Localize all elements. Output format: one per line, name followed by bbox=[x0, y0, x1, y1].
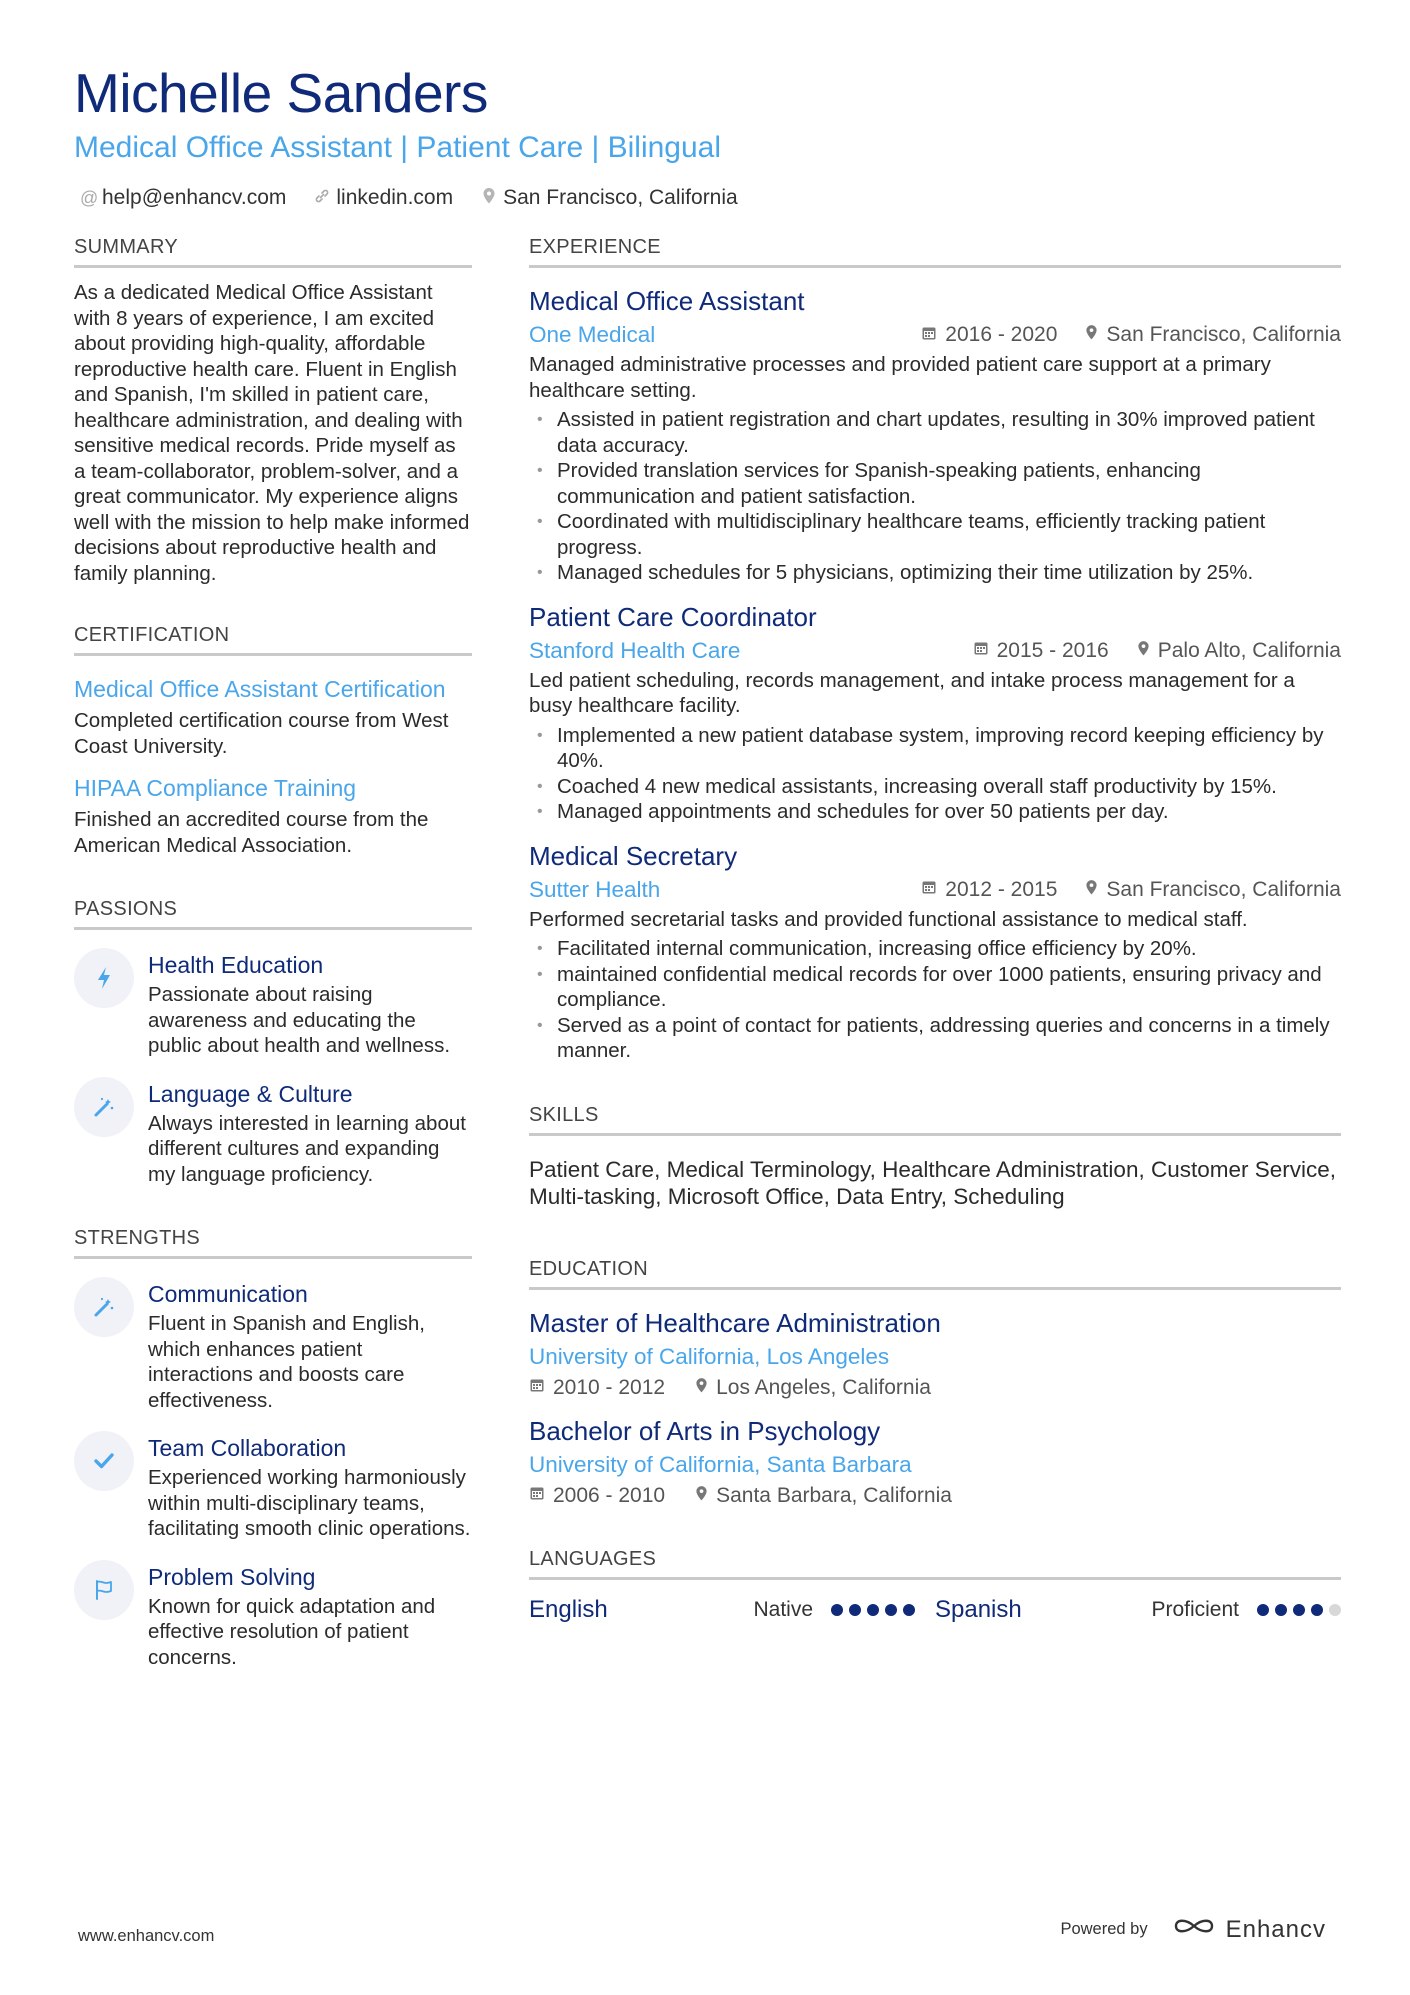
passion-item bbox=[74, 1077, 472, 1188]
strength-name: Team Collaboration bbox=[148, 1435, 347, 1461]
job-description: Managed administrative processes and provided patient care support at a primary healthcare setting. bbox=[529, 353, 1271, 402]
bolt-icon bbox=[74, 948, 134, 1008]
strength-desc: Fluent in Spanish and English, which enhances patient interactions and boosts care effectiveness. bbox=[148, 1312, 425, 1412]
section-title-certification: CERTIFICATION bbox=[74, 624, 472, 656]
language-rating bbox=[1257, 1604, 1341, 1616]
section-title-summary: SUMMARY bbox=[74, 236, 472, 268]
strengths-section bbox=[74, 1227, 472, 1670]
job-description: Led patient scheduling, records management, and intake process management for a busy healthcare facility. bbox=[529, 668, 1295, 717]
section-title-experience: EXPERIENCE bbox=[529, 236, 1341, 268]
strength-item bbox=[74, 1560, 472, 1671]
location-text: San Francisco, California bbox=[503, 186, 738, 209]
education-location bbox=[695, 1376, 931, 1400]
location-text: San Francisco, California bbox=[1106, 877, 1341, 901]
company-name: Sutter Health bbox=[529, 876, 661, 902]
infinity-logo-icon bbox=[1172, 1914, 1216, 1945]
passion-name: Language & Culture bbox=[148, 1080, 353, 1107]
rating-dot-filled bbox=[1257, 1604, 1269, 1616]
language-rating bbox=[831, 1604, 915, 1616]
degree-name: Master of Healthcare Administration bbox=[529, 1307, 941, 1338]
job-bullet: • Assisted in patient registration and chart updates, resulting in 30% improved patient data accuracy. bbox=[529, 407, 1341, 458]
language-level: Proficient bbox=[1151, 1597, 1239, 1621]
language-level: Native bbox=[753, 1597, 813, 1621]
job-description: Performed secretarial tasks and provided functional assistance to medical staff. bbox=[529, 907, 1248, 931]
rating-dot-filled bbox=[867, 1604, 879, 1616]
contact-row bbox=[74, 186, 1344, 210]
job-bullet: • maintained confidential medical records for over 1000 patients, ensuring privacy and compliance. bbox=[529, 962, 1341, 1013]
location-text: Santa Barbara, California bbox=[716, 1483, 952, 1507]
job-bullet: • Implemented a new patient database system, improving record keeping efficiency by 40%. bbox=[529, 723, 1341, 774]
job-bullet: • Provided translation services for Spanish-speaking patients, enhancing communication and patient satisfaction. bbox=[529, 458, 1341, 509]
section-title-passions: PASSIONS bbox=[74, 898, 472, 930]
summary-section bbox=[74, 236, 472, 586]
location-pin-icon bbox=[695, 1377, 708, 1399]
strength-desc: Experienced working harmoniously within multi-disciplinary teams, facilitating smooth clinic operations. bbox=[148, 1466, 471, 1540]
job-location bbox=[1085, 878, 1341, 902]
education-section bbox=[529, 1258, 1341, 1508]
job-location bbox=[1137, 639, 1341, 663]
section-title-languages: LANGUAGES bbox=[529, 1548, 1341, 1580]
job-bullet: • Managed schedules for 5 physicians, optimizing their time utilization by 25%. bbox=[529, 560, 1341, 586]
education-entry bbox=[529, 1306, 1341, 1400]
location-text: Palo Alto, California bbox=[1157, 638, 1341, 662]
languages-section bbox=[529, 1548, 1341, 1624]
email-text: help@enhancv.com bbox=[102, 186, 287, 209]
location-pin-icon bbox=[695, 1485, 708, 1507]
education-location bbox=[695, 1484, 952, 1508]
passions-section bbox=[74, 898, 472, 1187]
certification-item bbox=[74, 674, 472, 759]
strength-item bbox=[74, 1277, 472, 1413]
location-text: Los Angeles, California bbox=[716, 1375, 931, 1399]
passion-desc: Passionate about raising awareness and educating the public about health and wellness. bbox=[148, 983, 451, 1057]
rating-dot-filled bbox=[849, 1604, 861, 1616]
contact-location bbox=[481, 186, 738, 210]
section-title-strengths: STRENGTHS bbox=[74, 1227, 472, 1259]
rating-dot-filled bbox=[831, 1604, 843, 1616]
dates-text: 2010 - 2012 bbox=[553, 1375, 666, 1399]
language-item bbox=[935, 1596, 1341, 1624]
rating-dot-filled bbox=[1311, 1604, 1323, 1616]
dates-text: 2016 - 2020 bbox=[945, 323, 1058, 346]
at-icon: @ bbox=[80, 187, 99, 208]
brand-logo[interactable] bbox=[1172, 1914, 1326, 1945]
job-bullet: • Facilitated internal communication, increasing office efficiency by 20%. bbox=[529, 936, 1341, 962]
linkedin-text: linkedin.com bbox=[336, 186, 454, 209]
job-dates bbox=[921, 323, 1057, 347]
job-bullet: • Served as a point of contact for patients, addressing queries and concerns in a timely manner. bbox=[529, 1013, 1341, 1064]
job-bullets bbox=[529, 407, 1341, 586]
summary-text: As a dedicated Medical Office Assistant with 8 years of experience, I am excited about providing high-quality, affordable reproductive health care. Fluent in English and Spanish, I'm skilled in patient care, healthcare administration, and dealing with sensitive medical records. Pride myself as a team-collaborator, problem-solver, and a great communicator. My experience aligns well with the mission to help make informed decisions about reproductive health and family planning. bbox=[74, 281, 470, 585]
magic-wand-icon bbox=[74, 1277, 134, 1337]
contact-linkedin[interactable] bbox=[314, 186, 453, 210]
section-title-education: EDUCATION bbox=[529, 1258, 1341, 1290]
job-bullet: • Coordinated with multidisciplinary healthcare teams, efficiently tracking patient progress. bbox=[529, 509, 1341, 560]
job-bullets bbox=[529, 723, 1341, 825]
passion-item bbox=[74, 948, 472, 1059]
job-bullets bbox=[529, 936, 1341, 1064]
strength-name: Communication bbox=[148, 1281, 308, 1307]
certification-desc: Completed certification course from West Coast University. bbox=[74, 709, 449, 758]
certification-section bbox=[74, 624, 472, 858]
job-entry bbox=[529, 839, 1341, 1064]
calendar-icon bbox=[921, 325, 937, 346]
rating-dot-empty bbox=[1329, 1604, 1341, 1616]
link-icon bbox=[314, 188, 330, 209]
degree-name: Bachelor of Arts in Psychology bbox=[529, 1415, 881, 1446]
education-entry bbox=[529, 1414, 1341, 1508]
footer-website[interactable]: www.enhancv.com bbox=[78, 1927, 215, 1945]
passion-desc: Always interested in learning about different cultures and expanding my language proficiency. bbox=[148, 1111, 466, 1186]
section-title-skills: SKILLS bbox=[529, 1104, 1341, 1136]
skills-text: Patient Care, Medical Terminology, Healthcare Administration, Customer Service, Multi-tasking, Microsoft Office, Data Entry, Scheduling bbox=[529, 1156, 1337, 1209]
company-name: Stanford Health Care bbox=[529, 637, 741, 663]
certification-name: HIPAA Compliance Training bbox=[74, 775, 357, 801]
location-pin-icon bbox=[1085, 324, 1098, 346]
certification-item bbox=[74, 773, 472, 858]
brand-name: Enhancv bbox=[1225, 1915, 1326, 1943]
location-text: San Francisco, California bbox=[1106, 323, 1341, 346]
right-column bbox=[529, 236, 1341, 1654]
job-bullet: • Managed appointments and schedules for over 50 patients per day. bbox=[529, 799, 1341, 825]
school-name: University of California, Santa Barbara bbox=[529, 1451, 912, 1477]
dates-text: 2015 - 2016 bbox=[996, 638, 1109, 662]
rating-dot-filled bbox=[903, 1604, 915, 1616]
strength-item bbox=[74, 1431, 472, 1542]
candidate-name: Michelle Sanders bbox=[74, 62, 488, 124]
left-column bbox=[74, 236, 472, 1700]
contact-email[interactable] bbox=[80, 186, 286, 210]
resume-header bbox=[74, 60, 1344, 210]
dates-text: 2012 - 2015 bbox=[945, 877, 1058, 901]
powered-by-text: Powered by bbox=[1060, 1920, 1148, 1938]
rating-dot-filled bbox=[1293, 1604, 1305, 1616]
company-name: One Medical bbox=[529, 322, 656, 347]
job-location bbox=[1085, 323, 1341, 347]
job-bullet: • Coached 4 new medical assistants, increasing overall staff productivity by 15%. bbox=[529, 774, 1341, 800]
footer-branding bbox=[1060, 1914, 1326, 1945]
job-entry bbox=[529, 284, 1341, 586]
strength-desc: Known for quick adaptation and effective resolution of patient concerns. bbox=[148, 1594, 436, 1669]
school-name: University of California, Los Angeles bbox=[529, 1343, 890, 1369]
job-dates bbox=[973, 639, 1109, 663]
location-pin-icon bbox=[1137, 640, 1150, 662]
calendar-icon bbox=[921, 879, 937, 900]
dates-text: 2006 - 2010 bbox=[553, 1483, 666, 1507]
candidate-subtitle: Medical Office Assistant | Patient Care | Bilingual bbox=[74, 131, 722, 164]
certification-desc: Finished an accredited course from the American Medical Association. bbox=[74, 808, 429, 857]
language-name: Spanish bbox=[935, 1595, 1022, 1623]
job-dates bbox=[921, 878, 1057, 902]
job-entry bbox=[529, 600, 1341, 825]
calendar-icon bbox=[529, 1377, 545, 1398]
calendar-icon bbox=[529, 1485, 545, 1506]
job-title: Patient Care Coordinator bbox=[529, 601, 817, 632]
rating-dot-filled bbox=[1275, 1604, 1287, 1616]
education-dates bbox=[529, 1484, 665, 1508]
language-item bbox=[529, 1596, 935, 1624]
location-pin-icon bbox=[481, 187, 497, 210]
magic-wand-icon bbox=[74, 1077, 134, 1137]
strength-name: Problem Solving bbox=[148, 1563, 316, 1590]
checkmark-icon bbox=[74, 1431, 134, 1491]
certification-name: Medical Office Assistant Certification bbox=[74, 676, 446, 702]
job-title: Medical Secretary bbox=[529, 840, 738, 871]
location-pin-icon bbox=[1085, 879, 1098, 901]
job-title: Medical Office Assistant bbox=[529, 286, 805, 316]
passion-name: Health Education bbox=[148, 952, 324, 978]
education-dates bbox=[529, 1376, 665, 1400]
rating-dot-filled bbox=[885, 1604, 897, 1616]
experience-section bbox=[529, 236, 1341, 1064]
calendar-icon bbox=[973, 640, 989, 661]
flag-icon bbox=[74, 1560, 134, 1620]
language-name: English bbox=[529, 1595, 608, 1623]
skills-section bbox=[529, 1104, 1341, 1210]
